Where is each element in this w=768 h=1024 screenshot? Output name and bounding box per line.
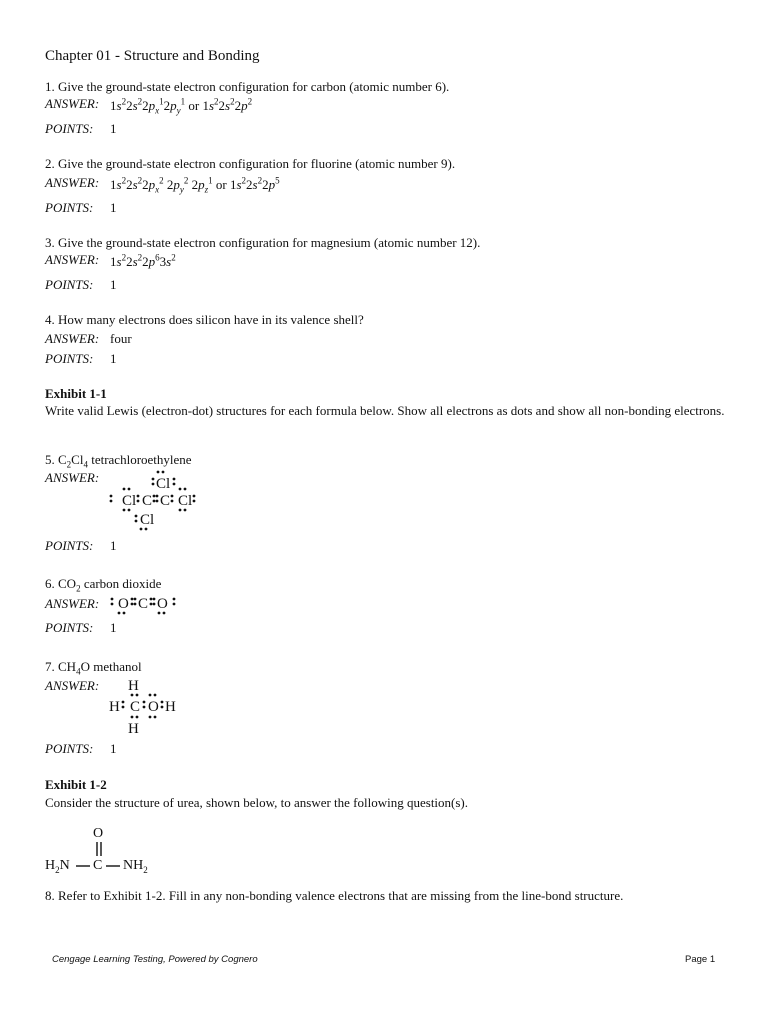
- question-4: 4. How many electrons does silicon have in its valence shell?: [45, 312, 364, 327]
- urea-right-group: $NH_2$: [123, 858, 148, 875]
- answer-label: ANSWER:: [45, 175, 100, 190]
- question-3: 3. Give the ground-state electron configuration for magnesium (atomic number 12).: [45, 235, 481, 250]
- exhibit-heading: Exhibit 1-2: [45, 777, 107, 792]
- footer-credit: Cengage Learning Testing, Powered by Cognero: [52, 954, 258, 965]
- points-1: 1: [110, 121, 117, 136]
- svg-text:Cl: Cl: [178, 493, 193, 509]
- single-bond-left: [75, 859, 91, 871]
- svg-text:Cl: Cl: [156, 476, 171, 492]
- answer-label: ANSWER:: [45, 678, 100, 693]
- urea-structure: [45, 826, 185, 876]
- points-7: 1: [110, 741, 117, 756]
- lewis-structure-co2: [108, 592, 180, 616]
- points-4: 1: [110, 351, 117, 366]
- answer-label: ANSWER:: [45, 96, 100, 111]
- answer-2: $1s^22s^22p_x^2$ $2p_y^2$ $2p_z^1$ or $1s^22s^22p^5$: [110, 175, 280, 195]
- svg-text:O: O: [157, 596, 168, 612]
- question-6: 6. $CO_2$ carbon dioxide: [45, 576, 162, 594]
- svg-text:C: C: [138, 596, 149, 612]
- answer-label: ANSWER:: [45, 331, 100, 346]
- svg-text:C: C: [160, 493, 171, 509]
- svg-text:O: O: [148, 699, 159, 715]
- svg-text:H: H: [165, 699, 176, 715]
- points-label: POINTS:: [45, 351, 94, 366]
- points-label: POINTS:: [45, 538, 94, 553]
- answer-label: ANSWER:: [45, 470, 100, 485]
- question-5: 5. $C_2Cl_4$ tetrachloroethylene: [45, 452, 192, 470]
- question-2: 2. Give the ground-state electron configuration for fluorine (atomic number 9).: [45, 156, 456, 171]
- lewis-structure-methanol: [108, 675, 180, 739]
- points-label: POINTS:: [45, 200, 94, 215]
- points-label: POINTS:: [45, 741, 94, 756]
- points-label: POINTS:: [45, 121, 94, 136]
- points-2: 1: [110, 200, 117, 215]
- question-1: 1. Give the ground-state electron configuration for carbon (atomic number 6).: [45, 79, 450, 94]
- urea-carbon: C: [93, 858, 103, 873]
- urea-left-group: $H_2N$: [45, 858, 70, 875]
- double-bond: [94, 841, 104, 857]
- single-bond-right: [105, 859, 121, 871]
- points-6: 1: [110, 620, 117, 635]
- exhibit-text: Consider the structure of urea, shown below, to answer the following question(s).: [45, 795, 469, 810]
- points-3: 1: [110, 277, 117, 292]
- svg-text:H: H: [128, 678, 139, 694]
- svg-text:Cl: Cl: [140, 512, 155, 528]
- svg-text:C: C: [130, 699, 141, 715]
- question-8: 8. Refer to Exhibit 1-2. Fill in any non-bonding valence electrons that are missing from the line-bond structure.: [45, 888, 624, 903]
- points-5: 1: [110, 538, 117, 553]
- lewis-structure-c2cl4: [108, 468, 198, 534]
- exhibit-text: Write valid Lewis (electron-dot) structures for each formula below. Show all electrons as dots and show all non-bonding electrons.: [45, 403, 725, 418]
- svg-text:H: H: [109, 699, 120, 715]
- answer-label: ANSWER:: [45, 252, 100, 267]
- svg-text:Cl: Cl: [122, 493, 137, 509]
- svg-text:O: O: [118, 596, 129, 612]
- question-7: 7. $CH_4O$ methanol: [45, 659, 142, 677]
- urea-oxygen: O: [93, 826, 104, 841]
- svg-text:H: H: [128, 721, 139, 737]
- points-label: POINTS:: [45, 277, 94, 292]
- answer-3: $1s^22s^22p^63s^2$: [110, 252, 176, 269]
- answer-4: four: [110, 331, 132, 346]
- answer-1: $1s^22s^22p_x^12p_y^1$ or $1s^22s^22p^2$: [110, 96, 253, 116]
- answer-label: ANSWER:: [45, 596, 100, 611]
- svg-text:C: C: [142, 493, 153, 509]
- exhibit-heading: Exhibit 1-1: [45, 386, 107, 401]
- page-number: Page 1: [685, 954, 716, 965]
- points-label: POINTS:: [45, 620, 94, 635]
- page-title: Chapter 01 - Structure and Bonding: [45, 48, 260, 64]
